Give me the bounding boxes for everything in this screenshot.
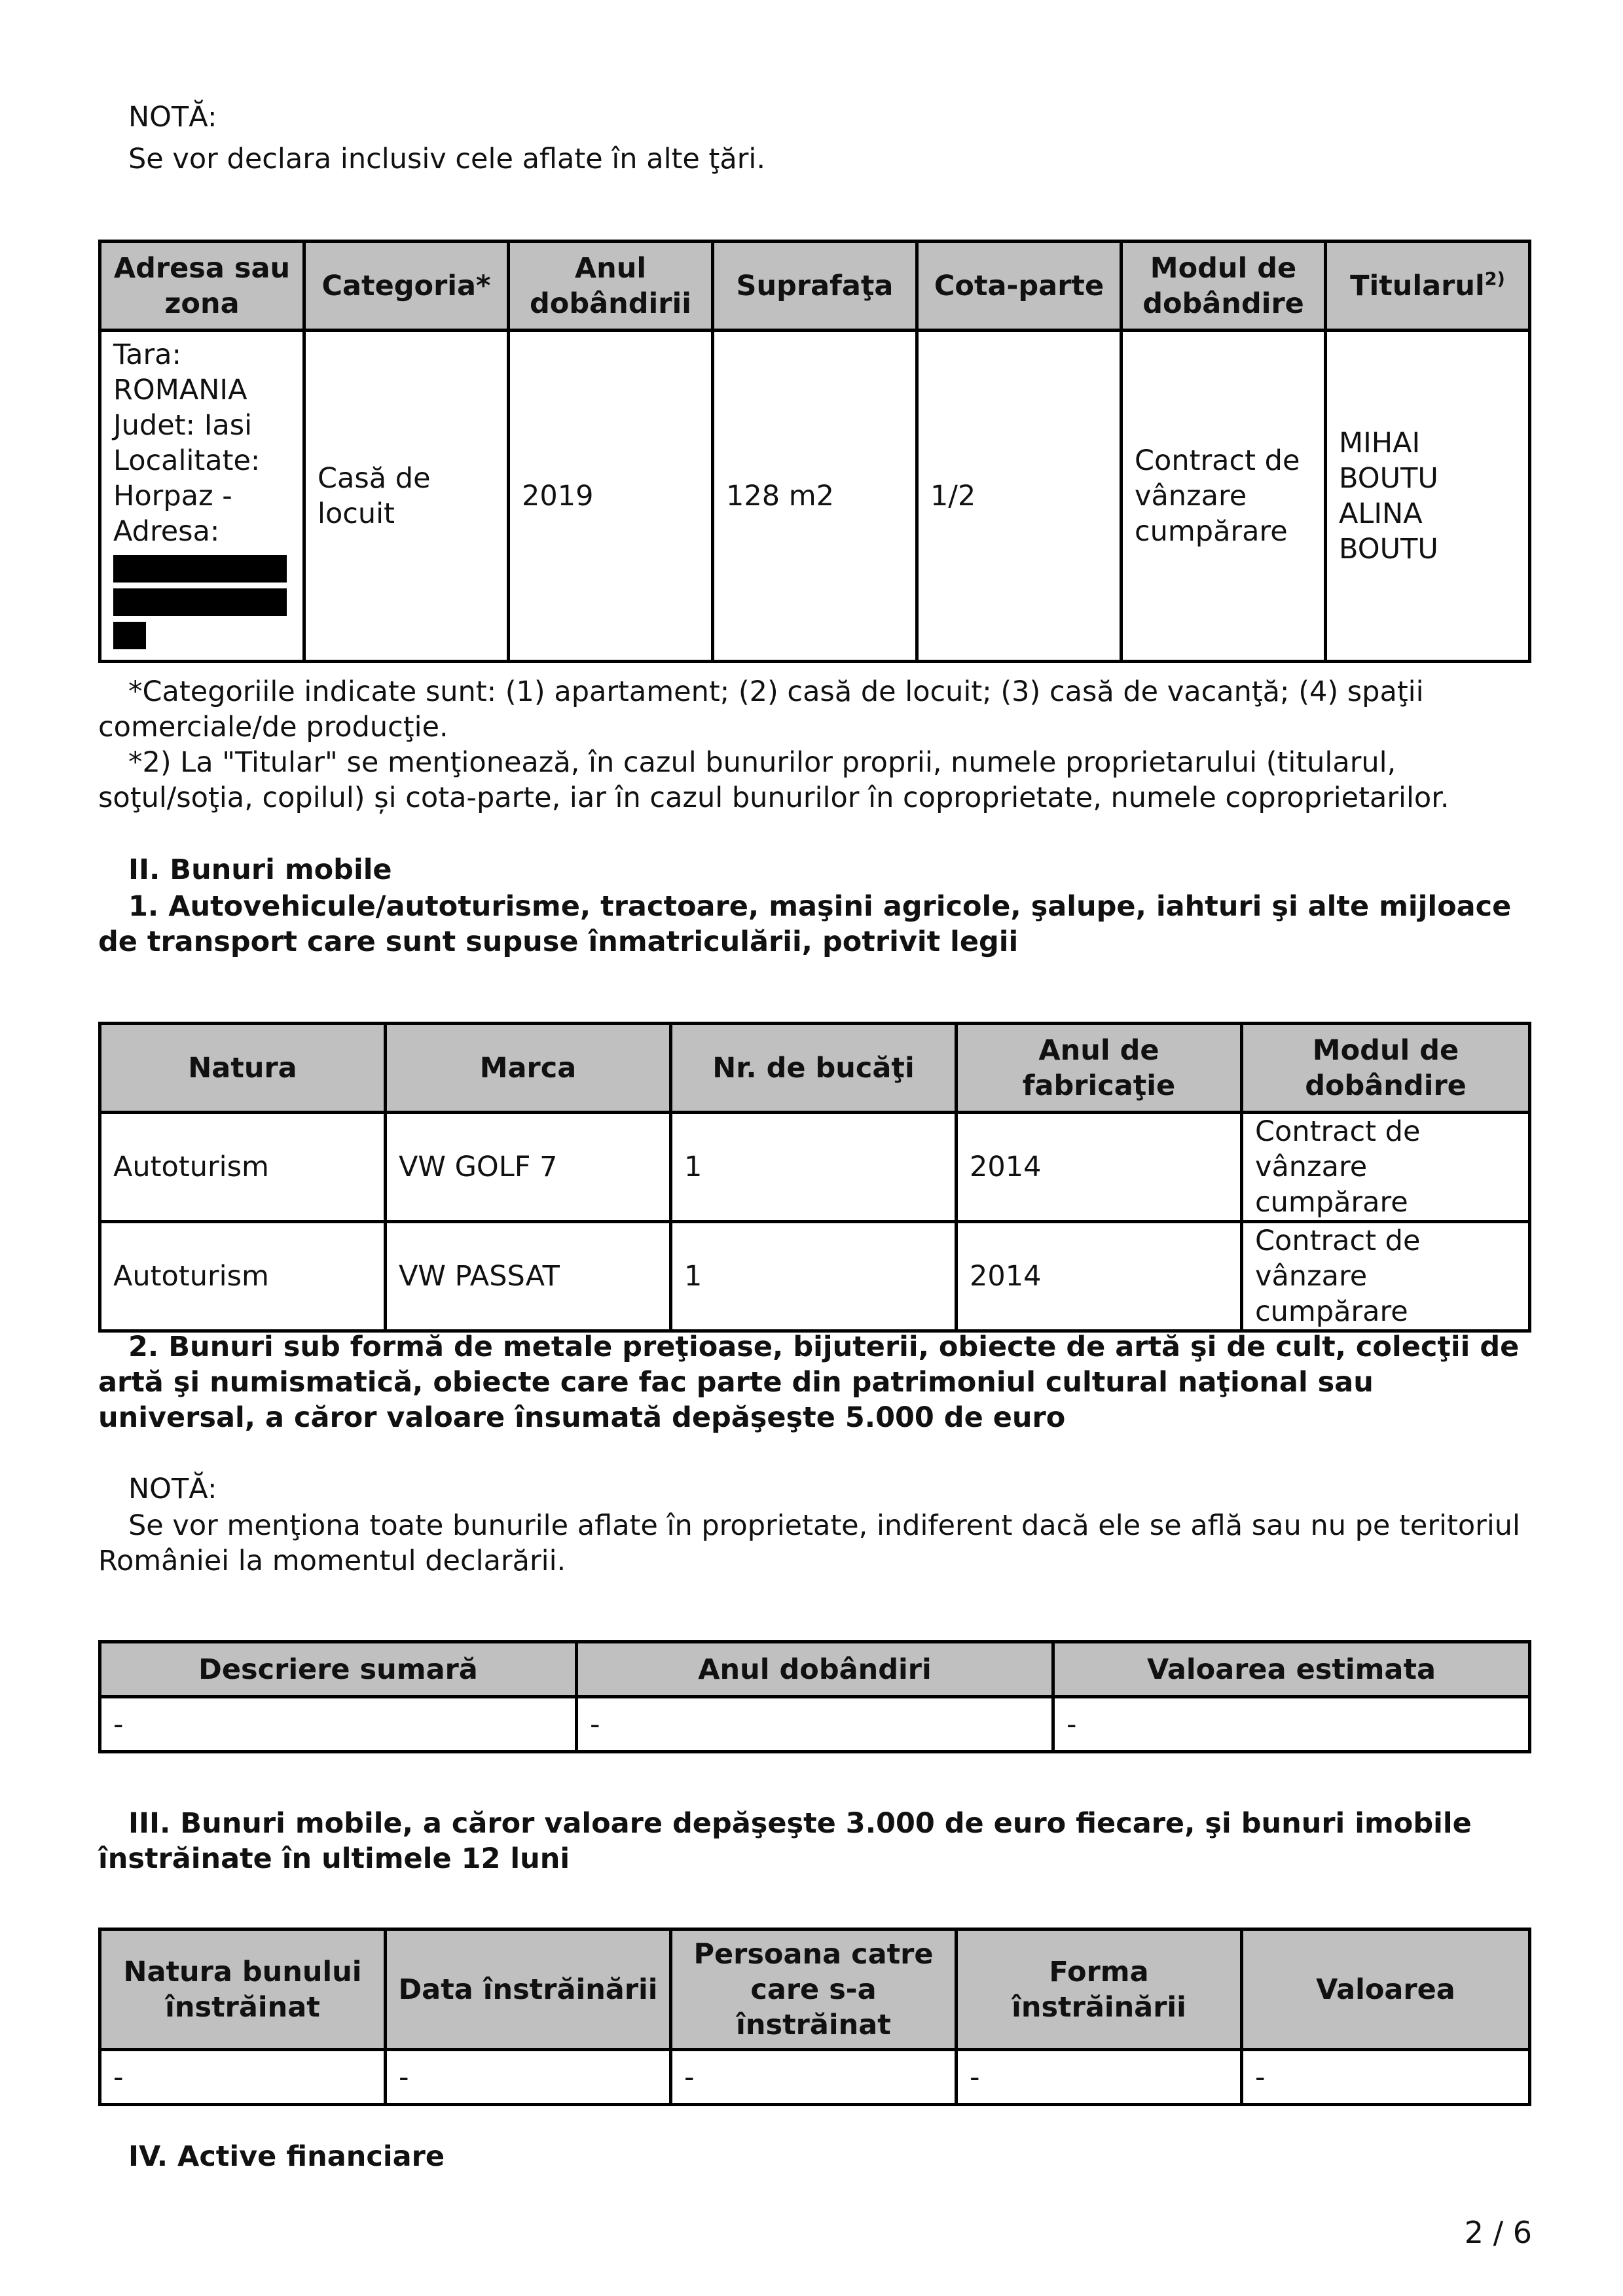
cell-categoria: Casă de locuit <box>304 331 509 662</box>
cell-anul: 2019 <box>509 331 713 662</box>
cell-titularul: MIHAI BOUTU ALINA BOUTU <box>1326 331 1530 662</box>
cell-anul: 2014 <box>957 1113 1242 1222</box>
col-header-valoarea: Valoarea <box>1242 1929 1530 2050</box>
cell-marca: VW PASSAT <box>386 1222 671 1331</box>
cell-natura: Autoturism <box>100 1222 386 1331</box>
nota-label: NOTĂ: <box>128 101 217 134</box>
section-ii-title: II. Bunuri mobile <box>128 853 392 886</box>
adresa-text: Tara: ROMANIA Judet: Iasi Localitate: Horpaz - Adresa: <box>113 338 261 548</box>
col-header-anul: Anul dobândiri <box>577 1642 1053 1697</box>
nota-text-2: Se vor menţiona toate bunurile aflate în proprietate, indiferent dacă ele se află sau nu pe teritoriul României la momentul declarării. <box>98 1509 1520 1577</box>
col-header-anul: Anul dobândirii <box>509 242 713 331</box>
col-header-titularul: Titularul$^{2)}$ <box>1326 242 1530 331</box>
cell-valoarea: - <box>1053 1697 1530 1752</box>
footnote-categorii: *Categoriile indicate sunt: (1) apartament; (2) casă de locuit; (3) casă de vacanţă; (4) spaţii comerciale/de producţie. <box>98 675 1424 744</box>
section-iv-title: IV. Active financiare <box>128 2140 445 2173</box>
cell-valoarea: - <box>1242 2050 1530 2105</box>
col-header-categoria: Categoria* <box>304 242 509 331</box>
page-number: 2 / 6 <box>1464 2215 1532 2250</box>
alienated-table <box>98 1928 1531 2106</box>
cell-modul: Contract de vânzare cumpărare <box>1242 1222 1530 1331</box>
table-header-row <box>100 242 1530 331</box>
cell-natura: Autoturism <box>100 1113 386 1222</box>
cell-adresa <box>100 331 304 662</box>
col-header-valoarea: Valoarea estimata <box>1053 1642 1530 1697</box>
cell-persoana: - <box>671 2050 957 2105</box>
footnote-titular: *2) La "Titular" se menţionează, în cazul bunurilor proprii, numele proprietarului (titularul, soţul/soţia, copilul) și cota-parte, iar în cazul bunurilor în coproprietate, numele coproprietarilor. <box>98 746 1450 814</box>
cell-modul: Contract de vânzare cumpărare <box>1242 1113 1530 1222</box>
cell-forma: - <box>957 2050 1242 2105</box>
col-header-forma: Forma înstrăinării <box>957 1929 1242 2050</box>
col-header-natura: Natura bunului înstrăinat <box>100 1929 386 2050</box>
vehicles-table <box>98 1022 1531 1333</box>
table-header-row <box>100 1642 1530 1697</box>
cell-anul: - <box>577 1697 1053 1752</box>
cell-suprafata: 128 m2 <box>713 331 917 662</box>
footnote-marker: 2) <box>1484 268 1505 289</box>
col-header-anul: Anul de fabricaţie <box>957 1024 1242 1113</box>
section-iii-title: III. Bunuri mobile, a căror valoare depăşeşte 3.000 de euro fiecare, şi bunuri imobile înstrăinate în ultimele 12 luni <box>98 1807 1472 1875</box>
col-header-cota: Cota-parte <box>917 242 1122 331</box>
cell-descriere: - <box>100 1697 577 1752</box>
col-header-data: Data înstrăinării <box>386 1929 671 2050</box>
cell-modul: Contract de vânzare cumpărare <box>1122 331 1326 662</box>
col-header-modul: Modul de dobândire <box>1242 1024 1530 1113</box>
cell-natura: - <box>100 2050 386 2105</box>
col-header-adresa: Adresa sau zona <box>100 242 304 331</box>
table-row <box>100 1222 1530 1331</box>
col-header-bucati: Nr. de bucăţi <box>671 1024 957 1113</box>
table-row <box>100 1113 1530 1222</box>
cell-bucati: 1 <box>671 1113 957 1222</box>
cell-anul: 2014 <box>957 1222 1242 1331</box>
col-header-marca: Marca <box>386 1024 671 1113</box>
section-ii-2-title: 2. Bunuri sub formă de metale preţioase, bijuterii, obiecte de artă şi de cult, colecţii de artă şi numismatică, obiecte care fac parte din patrimoniul cultural naţional sau universal, a căror valoare însumată depăşeşte 5.000 de euro <box>98 1331 1520 1434</box>
cell-data: - <box>386 2050 671 2105</box>
table-header-row <box>100 1024 1530 1113</box>
col-header-descriere: Descriere sumară <box>100 1642 577 1697</box>
cell-cota: 1/2 <box>917 331 1122 662</box>
section-ii-1-title: 1. Autovehicule/autoturisme, tractoare, maşini agricole, şalupe, iahturi şi alte mijloace de transport care sunt supuse înmatriculării, potrivit legii <box>98 890 1512 958</box>
table-header-row <box>100 1929 1530 2050</box>
table-row <box>100 2050 1530 2105</box>
table-row <box>100 331 1530 662</box>
nota-label-2: NOTĂ: <box>128 1473 217 1505</box>
valuables-table <box>98 1640 1531 1753</box>
col-header-persoana: Persoana catre care s-a înstrăinat <box>671 1929 957 2050</box>
table-row <box>100 1697 1530 1752</box>
col-header-natura: Natura <box>100 1024 386 1113</box>
redaction-bar <box>113 622 146 649</box>
redaction-bar <box>113 555 287 583</box>
cell-bucati: 1 <box>671 1222 957 1331</box>
nota-text: Se vor declara inclusiv cele aflate în alte ţări. <box>128 143 766 175</box>
imobile-table <box>98 240 1531 663</box>
redaction-bar <box>113 588 287 616</box>
col-header-modul: Modul de dobândire <box>1122 242 1326 331</box>
cell-marca: VW GOLF 7 <box>386 1113 671 1222</box>
col-header-suprafata: Suprafaţa <box>713 242 917 331</box>
